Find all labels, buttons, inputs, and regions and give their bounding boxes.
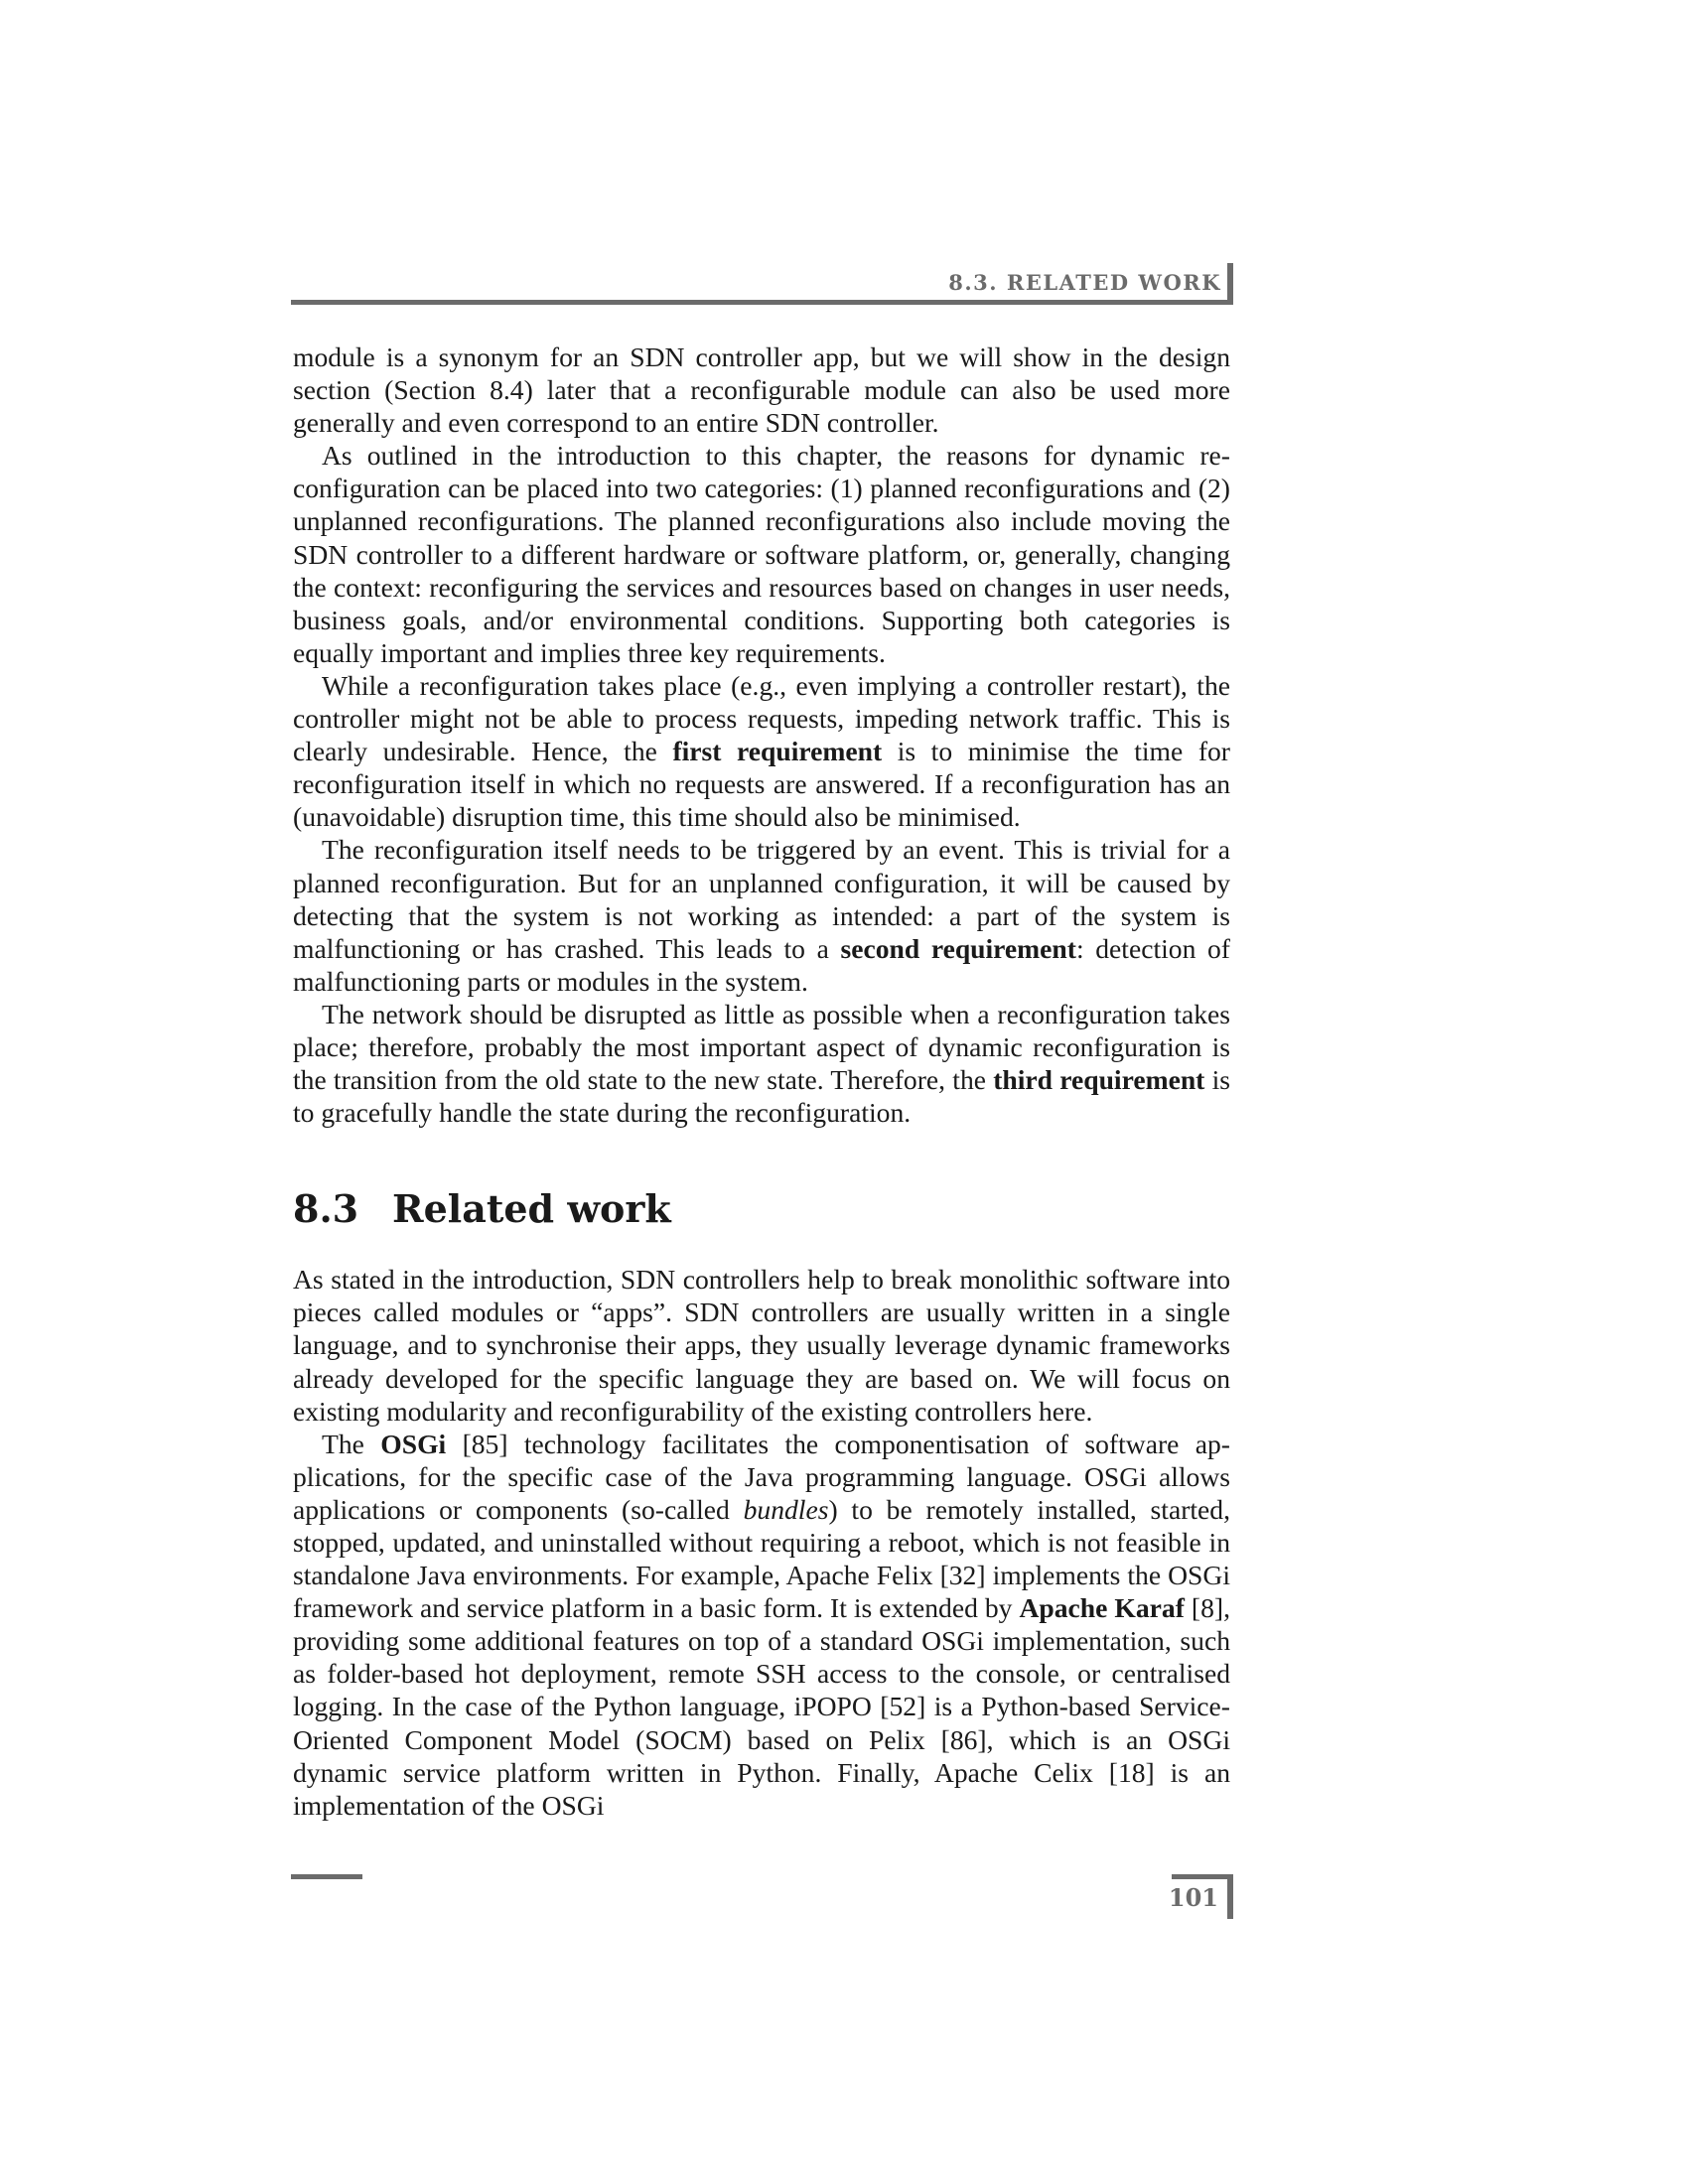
paragraph-7-text-d: [8], providing some additional features on top of a standard OSGi implementation, such as folder-based hot deployment, remote SSH access to the console, or centralised logging. In the case of the Python language, iPOPO [52] is a Python-based Service-Oriented Component Model (SOCM) based on Pelix [86], which is an OSGi dynamic service platform written in Python. Finally, Apache Celix [18] is an implementation of the OSGi	[293, 1592, 1230, 1821]
apache-karaf-term: Apache Karaf	[1019, 1592, 1185, 1624]
osgi-term: OSGi	[380, 1428, 447, 1459]
paragraph-2: As outlined in the introduction to this chapter, the reasons for dynamic reconfiguration can be placed into two categories: (1) planned reconfigurations and (2) unplanned reconfigurations. The planned reconfigurations also include moving the SDN controller to a different hardware or software platform, or, generally, changing the context: reconfiguring the services and resources based on changes in user needs, business goals, and/or environmental conditions. Supporting both categories is equally important and implies three key requirements.	[293, 440, 1230, 668]
third-requirement-term: third requirement	[993, 1064, 1205, 1096]
paragraph-3	[293, 669, 1230, 833]
paragraph-5-text-b: is to gracefully handle the state during the reconfiguration.	[293, 1064, 1230, 1129]
bundles-term: bundles	[743, 1493, 829, 1525]
paragraph-5	[293, 998, 1230, 1129]
second-requirement-term: second requirement	[840, 932, 1076, 964]
paragraph-4-text-b: : detection of malfunctioning parts or modules in the system.	[293, 932, 1230, 997]
paragraph-1: module is a synonym for an SDN controller app, but we will show in the design section (Section 8.4) later that a reconfigurable module can also be used more generally and even correspond to an entire SDN controller.	[293, 341, 1230, 439]
paragraph-6: As stated in the introduction, SDN controllers help to break monolithic software into pieces called modules or “apps”. SDN controllers are usually written in a single language, and to synchronise their apps, they usually leverage dynamic frameworks already developed for the specific language they are based on. We will focus on existing modularity and reconfigurability of the existing controllers here.	[293, 1264, 1230, 1427]
paragraph-4	[293, 833, 1230, 997]
paragraph-3-text-a: While a reconfiguration takes place (e.g., even implying a controller restart), the controller might not be able to process requests, impeding network traffic. This is clearly undesirable. Hence, the	[293, 669, 1230, 767]
paragraph-5-text-a: The network should be disrupted as little as possible when a reconfiguration takes place; therefore, probably the most important aspect of dynamic reconfiguration is the transition from the old state to the new state. Therefore, the	[293, 998, 1230, 1096]
section-heading	[293, 1186, 1230, 1232]
section-title: Related work	[392, 1186, 671, 1232]
footer-rule-left	[291, 1874, 362, 1879]
paragraph-3-text-b: is to minimise the time for reconfiguration itself in which no requests are answered. If a reconfiguration has an (unavoidable) disruption time, this time should also be minimised.	[293, 736, 1230, 833]
first-requirement-term: first requirement	[672, 736, 883, 767]
footer-corner-bar	[1227, 1874, 1233, 1919]
paragraph-7-text-b: [85] technology facilitates the componentisation of software applications, for the specific case of the Java programming language. OSGi allows applications or components (so-called	[293, 1428, 1230, 1525]
paragraph-7-text-a: The	[322, 1428, 381, 1459]
paragraph-7-text-c: ) to be remotely installed, started, stopped, updated, and uninstalled without requiring a reboot, which is not feasible in standalone Java environments. For example, Apache Felix [32] implements the OSGi framework and service platform in a basic form. It is extended by	[293, 1493, 1231, 1624]
running-header: 8.3. RELATED WORK	[948, 270, 1221, 295]
body-text	[293, 341, 1230, 1822]
footer-rule-right	[1172, 1874, 1233, 1879]
section-number: 8.3	[293, 1186, 359, 1232]
header-rule	[291, 300, 1233, 305]
paragraph-7	[293, 1428, 1230, 1822]
paragraph-4-text-a: The reconfiguration itself needs to be triggered by an event. This is trivial for a planned reconfiguration. But for an unplanned configuration, it will be caused by detecting that the system is not working as intended: a part of the system is malfunctioning or has crashed. This leads to a	[293, 834, 1230, 964]
page-number: 101	[1168, 1883, 1218, 1912]
header-corner-bar	[1227, 263, 1233, 305]
